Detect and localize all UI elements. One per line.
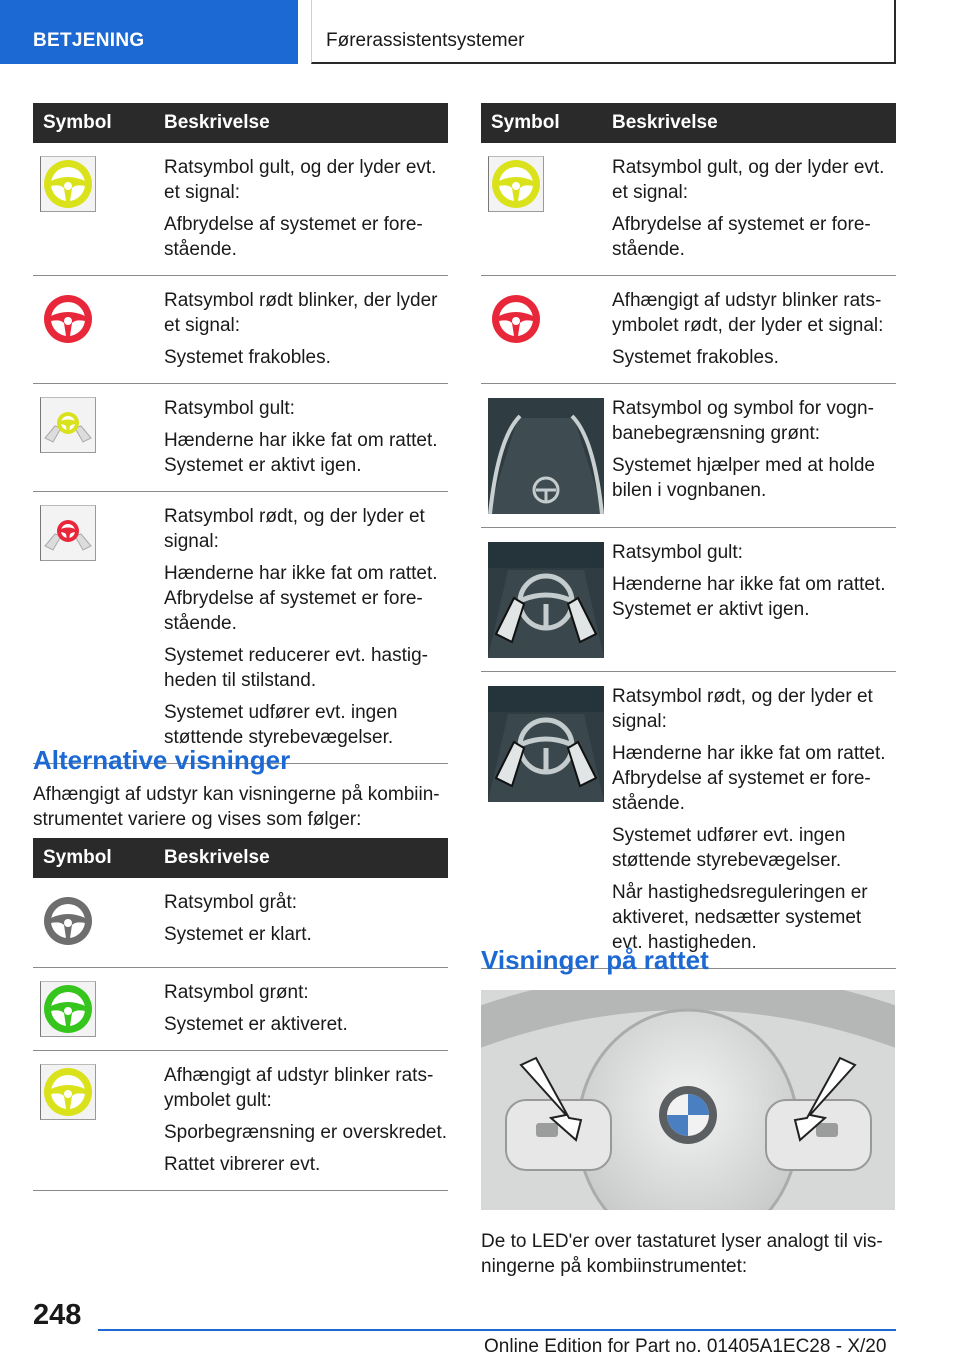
description-line: Ratsymbol gult: [164, 398, 295, 419]
description-cell [164, 396, 448, 478]
description-column-header: Beskrivelse [164, 112, 270, 133]
symbol-cell [481, 396, 612, 514]
table-row [33, 968, 448, 1051]
section-title-box [311, 0, 896, 64]
description-cell [164, 890, 448, 954]
table-row [33, 143, 448, 276]
table-row [481, 672, 896, 969]
description-line: Ratsymbol gult, og der lyder evt. et signal: [612, 157, 885, 203]
description-line: Ratsymbol grønt: [164, 982, 309, 1003]
symbol-cell [481, 288, 612, 370]
table-row [481, 528, 896, 672]
steering-wheel-illustration [481, 990, 895, 1210]
steering-wheel-yellow-icon [40, 1064, 96, 1120]
symbol-column-header: Symbol [491, 112, 560, 133]
symbol-cell [481, 684, 612, 955]
section-title: Førerassistentsystemer [326, 30, 525, 51]
hands-off-display-icon [488, 542, 604, 658]
symbol-table-left [33, 103, 448, 764]
description-line: Afhængigt af udstyr blinker ratsymbolet rødt, der lyder et signal: [612, 290, 884, 336]
description-cell [164, 1063, 448, 1177]
steering-wheel-red-icon [481, 286, 551, 352]
chapter-tab [0, 0, 298, 64]
steering-wheel-yellow-icon [488, 156, 544, 212]
hands-on-wheel-yellow-icon [40, 397, 96, 453]
table-header [33, 103, 448, 143]
hands-on-wheel-red-icon [40, 505, 96, 561]
symbol-cell [33, 504, 164, 750]
description-line: Ratsymbol rødt blinker, der lyder et signal: [164, 290, 438, 336]
description-line: Ratsymbol og symbol for vognbanebegrænsning grønt: [612, 398, 874, 444]
description-line: Ratsymbol gult: [612, 542, 743, 563]
description-cell [164, 155, 448, 262]
description-line: Hænderne har ikke fat om rattet. Systemet er aktivt igen. [612, 574, 886, 620]
symbol-table-right [481, 103, 896, 969]
description-line: Ratsymbol gult, og der lyder evt. et signal: [164, 157, 437, 203]
description-line: Systemet udfører evt. ingen støttende styrebevægelser. [612, 825, 846, 871]
description-cell [164, 288, 448, 370]
description-line: Afbrydelse af systemet er forestående. [164, 214, 423, 260]
description-column-header: Beskrivelse [612, 112, 718, 133]
description-line: Systemet udfører evt. ingen støttende styrebevægelser. [164, 702, 398, 748]
table-row [33, 384, 448, 492]
description-line: Hænderne har ikke fat om rattet. Afbrydelse af systemet er forestående. [164, 563, 438, 634]
description-line: Systemet frakobles. [612, 347, 779, 368]
steering-wheel-photo [481, 990, 895, 1210]
steering-wheel-yellow-icon [40, 156, 96, 212]
description-cell [612, 684, 896, 955]
description-cell [164, 504, 448, 750]
symbol-cell [481, 155, 612, 262]
description-line: Ratsymbol rødt, og der lyder et signal: [612, 686, 873, 732]
table-header [33, 838, 448, 878]
table-header [481, 103, 896, 143]
alt-section-intro: Afhængigt af udstyr kan visningerne på kombiinstrumentet variere og vises som følger: [33, 784, 440, 830]
description-line: Ratsymbol gråt: [164, 892, 298, 913]
table-row [33, 276, 448, 384]
description-cell [612, 540, 896, 658]
steering-wheel-gray-icon [33, 888, 103, 954]
description-line: Systemet reducerer evt. hastigheden til stilstand. [164, 645, 428, 691]
page-number: 248 [33, 1299, 82, 1331]
table-row [33, 878, 448, 968]
symbol-cell [481, 540, 612, 658]
description-cell [164, 980, 448, 1037]
table-row [481, 276, 896, 384]
symbol-cell [33, 890, 164, 954]
description-line: Systemet er aktiveret. [164, 1014, 348, 1035]
table-row [481, 143, 896, 276]
description-cell [612, 155, 896, 262]
table-row [33, 492, 448, 764]
lane-display-green-icon [488, 398, 604, 514]
description-cell [612, 396, 896, 514]
symbol-cell [33, 396, 164, 478]
symbol-column-header: Symbol [43, 847, 112, 868]
symbol-cell [33, 1063, 164, 1177]
description-line: Afbrydelse af systemet er forestående. [612, 214, 871, 260]
symbol-column-header: Symbol [43, 112, 112, 133]
footer-rule [98, 1329, 896, 1331]
symbol-cell [33, 288, 164, 370]
steering-wheel-green-icon [40, 981, 96, 1037]
description-line: Systemet er klart. [164, 924, 312, 945]
description-line: Hænderne har ikke fat om rattet. Systemet er aktivt igen. [164, 430, 438, 476]
description-line: Hænderne har ikke fat om rattet. Afbrydelse af systemet er forestående. [612, 743, 886, 814]
wheel-section-heading: Visninger på rattet [481, 945, 709, 975]
description-cell [612, 288, 896, 370]
description-line: Sporbegrænsning er overskredet. [164, 1122, 448, 1143]
chapter-label: BETJENING [33, 30, 145, 51]
symbol-cell [33, 155, 164, 262]
symbol-cell [33, 980, 164, 1037]
description-line: Ratsymbol rødt, og der lyder et signal: [164, 506, 425, 552]
description-line: Systemet frakobles. [164, 347, 331, 368]
wheel-section-caption: De to LED'er over tastaturet lyser analogt til visningerne på kombiinstrumentet: [481, 1231, 883, 1277]
table-row [481, 384, 896, 528]
hands-off-display-icon [488, 686, 604, 802]
alt-section-heading: Alternative visninger [33, 745, 291, 775]
description-line: Når hastighedsreguleringen er aktiveret, nedsætter systemet evt. hastigheden. [612, 882, 868, 953]
table-row [33, 1051, 448, 1191]
description-column-header: Beskrivelse [164, 847, 270, 868]
description-line: Afhængigt af udstyr blinker ratsymbolet gult: [164, 1065, 434, 1111]
footer-edition: Online Edition for Part no. 01405A1EC28 - X/20 [484, 1336, 887, 1357]
symbol-table-alt [33, 838, 448, 1191]
steering-wheel-red-icon [33, 286, 103, 352]
description-line: Rattet vibrerer evt. [164, 1154, 321, 1175]
description-line: Systemet hjælper med at holde bilen i vognbanen. [612, 455, 875, 501]
